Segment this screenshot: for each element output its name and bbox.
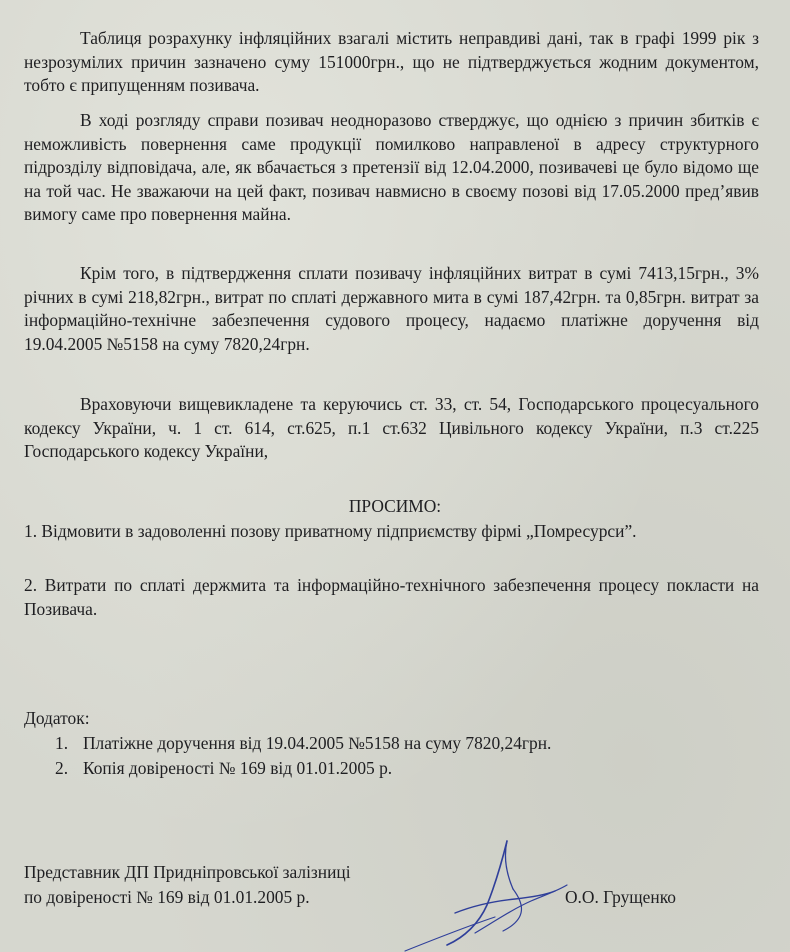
signatory-block [24,860,351,910]
paragraph-legal-basis: Враховуючи вищевикладене та керуючись ст. 33, ст. 54, Господарського процесуального кодексу України, ч. 1 ст. 614, ст.625, п.1 ст.632 Цивільного кодексу України, п.3 ст.225 Господарського кодексу України, [24,394,759,462]
request-item-1: 1. Відмовити в задоволенні позову приватному підприємству фірмі „Помресурси”. [24,521,637,541]
annex-item [55,756,551,781]
paragraph-payment-confirmation: Крім того, в підтвердження сплати позивачу інфляційних витрат в сумі 7413,15грн., 3% річних в сумі 218,82грн., витрат по сплаті державного мита в сумі 187,42грн. та 0,85грн. витрат за інформаційно-технічне забезпечення судового процесу, надаємо платіжне доручення від 19.04.2005 №5158 на суму 7820,24грн. [24,263,759,354]
request-item-2: 2. Витрати по сплаті держмита та інформаційно-технічного забезпечення процесу покласти на Позивача. [24,575,759,619]
signatory-name: О.О. Грущенко [565,887,676,907]
signatory-position: Представник ДП Придніпровської залізниці [24,862,351,882]
annex-list [55,731,551,781]
paragraph-return-of-goods: В ході розгляду справи позивач неодноразово стверджує, що однією з причин збитків є неможливість повернення саме продукції помилково направленої в адресу структурного підрозділу відповідача, але, як вбачається з претензії від 12.04.2000, позивачеві це було відомо ще на той час. Не зважаючи на цей факт, позивач навмисно в своєму позові від 17.05.2000 пред’явив вимогу саме про повернення майна. [24,110,759,225]
annex-item-text: Копія довіреності № 169 від 01.01.2005 р. [83,758,393,778]
request-heading: ПРОСИМО: [348,496,442,516]
paragraph-inflation-table: Таблиця розрахунку інфляційних взагалі містить неправдиві дані, так в графі 1999 рік з незрозумілих причин зазначено суму 151000грн., що не підтверджується жодним документом, тобто є припущенням позивача. [24,28,759,96]
annex-item-text: Платіжне доручення від 19.04.2005 №5158 на суму 7820,24грн. [83,733,552,753]
annex-item [55,731,551,756]
signatory-authority: по довіреності № 169 від 01.01.2005 р. [24,887,310,907]
annex-title: Додаток: [24,708,90,728]
annex-item-number: 1. [55,733,69,753]
annex-item-number: 2. [55,758,69,778]
